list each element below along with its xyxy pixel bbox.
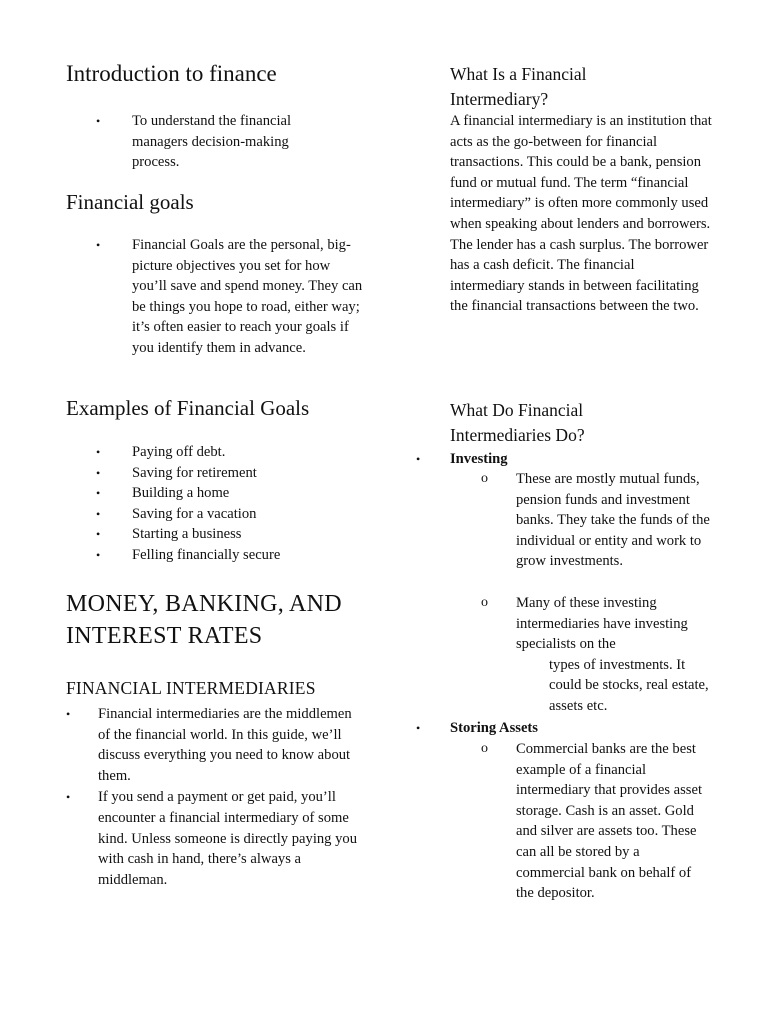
list-item [66,111,326,173]
bullet-icon: • [96,238,101,252]
examples-bullet-list [66,442,366,566]
list-item-text: Saving for a vacation [132,505,257,522]
list-item-text: Saving for retirement [132,464,257,481]
sub-list-item-text: Commercial banks are the best example of a financial intermediary that provides asset storage. Cash is an asset. Gold and silver are assets too. These can all be stored by a commercial bank on behalf of the depositor. [516,741,703,902]
list-item [66,704,366,786]
heading-what-is-financial-intermediary: What Is a Financial Intermediary? [450,64,587,109]
bullet-icon: • [96,465,101,480]
list-item-label: Investing [450,451,508,467]
heading-money-banking-interest-rates: MONEY, BANKING, AND INTEREST RATES [66,591,342,649]
bullet-icon: • [96,527,101,542]
bullet-icon: • [66,790,71,805]
bullet-icon: • [66,707,71,721]
bullet-icon: • [96,114,101,128]
bullet-icon: • [96,486,101,501]
list-item-text: Starting a business [132,526,242,543]
list-item [66,524,366,545]
list-item-label: Storing Assets [450,720,538,736]
intermediaries-bullet-list [66,704,366,891]
bullet-icon: • [416,721,421,735]
circle-bullet-icon: o [481,741,488,756]
bullet-icon: • [416,452,421,466]
list-item-text: Felling financially secure [132,546,281,563]
list-item [66,483,366,504]
heading-financial-goals: Financial goals [66,190,194,214]
list-item [66,442,366,463]
list-item-text: If you send a payment or get paid, you’ll encounter a financial intermediary of some kind. Unless someone is directly paying you with cash in hand, there’s always a middleman. [98,789,358,888]
circle-bullet-icon: o [481,471,488,486]
list-item-text: Paying off debt. [132,444,226,460]
intro-bullet-list [66,111,326,173]
bullet-icon: • [96,506,101,521]
list-item [66,787,366,890]
bullet-icon: • [96,547,101,562]
heading-financial-intermediaries: FINANCIAL INTERMEDIARIES [66,678,316,698]
list-item [66,504,366,525]
sub-list-item [481,739,712,904]
list-item-text: Building a home [132,485,230,502]
heading-examples-of-financial-goals: Examples of Financial Goals [66,396,310,420]
goals-bullet-list [66,235,366,359]
sub-list-item [481,593,712,717]
list-item [66,545,366,566]
sub-list-item-text: Many of these investing intermediaries have investing specialists on the [516,595,688,653]
heading-what-do-financial-intermediaries-do: What Do Financial Intermediaries Do? [450,400,585,445]
sub-list-item-text: These are mostly mutual funds, pension funds and investment banks. They take the funds of the individual or entity and work to grow investments. [516,471,710,570]
list-item-text: Financial intermediaries are the middlemen of the financial world. In this guide, we’ll discuss everything you need to know about them. [98,706,352,784]
list-item [66,463,366,484]
list-item-text: To understand the financial managers decision-making process. [132,113,292,171]
sub-list-item-continuation: types of investments. It could be stocks, real estate, assets etc. [549,656,709,714]
list-item-text: Financial Goals are the personal, big-picture objectives you set for how you’ll save and spend money. They can be things you hope to road, either way; it’s often easier to reach your goals if you identify them in advance. [132,237,363,356]
circle-bullet-icon: o [481,595,488,610]
paragraph-what-is-financial-intermediary: A financial intermediary is an institution that acts as the go-between for financial transactions. This could be a bank, pension fund or mutual fund. The term “financial intermediary” is often more commonly used when speaking about lenders and borrowers. The lender has a cash surplus. The borrower has a cash deficit. The financial intermediary stands in between facilitating the financial transactions between the two. [450,113,712,315]
sub-list-item [481,469,712,572]
heading-introduction-to-finance: Introduction to finance [66,61,277,86]
list-item [66,235,366,359]
bullet-icon: • [96,445,101,459]
